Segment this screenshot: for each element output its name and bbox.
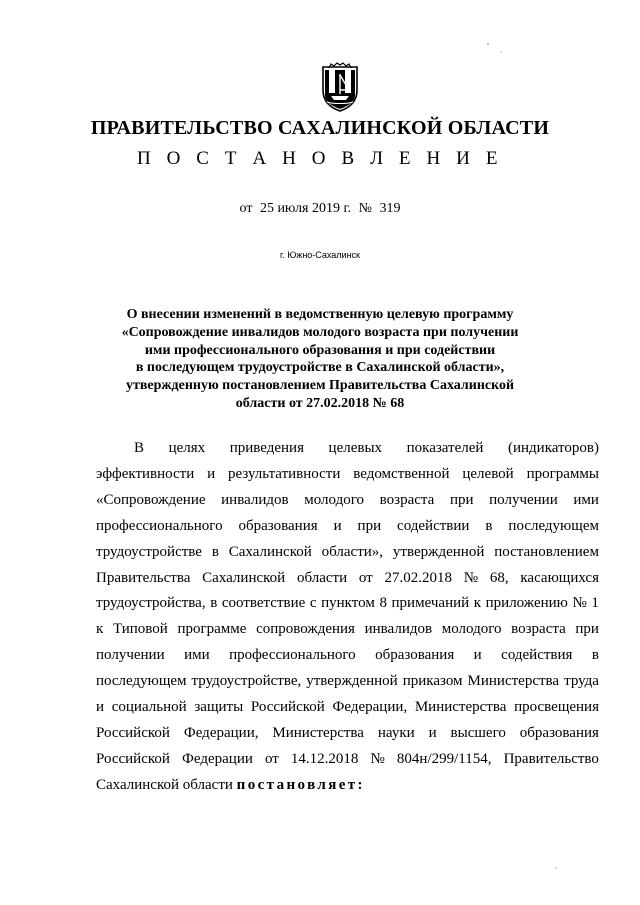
word: защиты	[194, 699, 244, 716]
word: и	[96, 699, 105, 716]
word: (индикаторов)	[508, 440, 599, 456]
word: целях	[168, 440, 206, 456]
preamble-paragraph	[96, 436, 599, 799]
word: Федерации,	[332, 699, 408, 716]
word: примечаний	[391, 595, 470, 612]
word: в	[210, 595, 218, 612]
word: последующем	[96, 673, 187, 690]
word: Федерации,	[183, 724, 259, 741]
word: при	[449, 491, 474, 508]
word: Правительства	[96, 569, 191, 586]
word: в	[485, 517, 493, 534]
word: целевой	[462, 465, 514, 482]
preamble-line	[96, 436, 599, 462]
word: науки	[377, 724, 415, 741]
word: молодого	[441, 621, 502, 638]
word: просвещения	[514, 699, 599, 716]
word: молодого	[304, 491, 365, 508]
title-line: ими профессионального образования и при содействии	[144, 342, 496, 358]
word: Российской	[96, 724, 170, 741]
word: постановлением	[494, 543, 599, 560]
preamble-line	[96, 643, 599, 669]
word: при	[357, 517, 382, 534]
word: содействии	[397, 517, 470, 534]
word: труда	[564, 673, 599, 690]
word: в	[211, 543, 219, 560]
word: трудоустройстве,	[191, 673, 302, 690]
sakhalin-coat-of-arms-icon	[318, 60, 362, 112]
resolves-word: постановляет:	[236, 776, 365, 793]
number-label: №	[358, 201, 372, 216]
preamble-line	[96, 488, 599, 514]
word: приведения	[229, 440, 304, 456]
word: и	[207, 465, 216, 482]
word: высшего	[450, 724, 506, 741]
word: показателей	[406, 440, 484, 456]
word: утвержденной	[392, 543, 485, 560]
word: целевых	[328, 440, 383, 456]
word: к	[473, 595, 482, 612]
preamble-line	[96, 721, 599, 747]
word: ведомственной	[353, 465, 450, 482]
preamble-line	[96, 540, 599, 566]
word: получении	[489, 491, 558, 508]
word: социальной	[111, 699, 187, 716]
word: образования	[238, 517, 318, 534]
word: №	[572, 595, 587, 612]
word: трудоустройстве	[96, 543, 202, 560]
word: содействия	[501, 647, 573, 664]
word: №	[463, 569, 479, 586]
word: трудоустройства,	[96, 595, 206, 612]
word: области	[296, 569, 348, 586]
word: утвержденной	[306, 673, 398, 690]
word: профессионального	[96, 517, 223, 534]
word: возраста	[511, 621, 566, 638]
title-line: области от 27.02.2018 № 68	[235, 395, 405, 411]
word: Федерации	[182, 750, 253, 767]
word: последующем	[508, 517, 599, 534]
word: эффективности	[96, 465, 195, 482]
word: 8	[379, 595, 387, 612]
document-type: П О С Т А Н О В Л Е Н И Е	[136, 148, 504, 169]
preamble-line	[96, 695, 599, 721]
word: 1	[591, 595, 599, 612]
date-and-number	[0, 201, 640, 217]
word: и	[333, 517, 342, 534]
title-line: «Сопровождение инвалидов молодого возраста при получении	[121, 324, 519, 340]
preamble-line	[96, 773, 599, 799]
preamble-lines	[96, 436, 599, 773]
word: Российской	[250, 699, 325, 716]
word: В	[134, 440, 145, 456]
word: 27.02.2018	[384, 569, 452, 586]
word: Сахалинской	[202, 569, 286, 586]
preamble-line	[96, 669, 599, 695]
word: от	[358, 569, 373, 586]
preamble-line	[96, 747, 599, 773]
preamble-line	[96, 617, 599, 643]
title-line: утвержденную постановлением Правительства Сахалинской	[125, 378, 515, 394]
document-number: 319	[379, 201, 401, 216]
word: программы	[526, 465, 599, 482]
preamble-line	[96, 514, 599, 540]
word: сопровождения	[256, 621, 355, 638]
word: Правительство	[503, 750, 599, 767]
closing-text: Сахалинской области	[96, 776, 233, 793]
word: с	[309, 595, 317, 612]
preamble-line	[96, 462, 599, 488]
word: Российской	[96, 750, 170, 767]
word: Сахалинской	[228, 543, 312, 560]
word: «Сопровождение	[96, 491, 206, 508]
word: возраста	[379, 491, 435, 508]
city-name: г. Южно-Сахалинск	[280, 250, 360, 260]
document-date: 25 июля 2019 г.	[259, 201, 352, 216]
word: 68,	[489, 569, 509, 586]
word: №	[370, 750, 385, 767]
word: приложению	[485, 595, 568, 612]
word: пунктом	[321, 595, 375, 612]
word: при	[575, 621, 599, 638]
title-line: О внесении изменений в ведомственную целевую программу	[126, 307, 514, 322]
word: приказом	[402, 673, 463, 690]
word: 804н/299/1154,	[396, 750, 492, 767]
word: ими	[573, 491, 599, 508]
word: получении	[96, 647, 165, 664]
word: результативности	[228, 465, 341, 482]
word: 14.12.2018	[290, 750, 359, 767]
preamble-line	[96, 591, 599, 617]
word: профессионального	[229, 647, 356, 664]
word: программе	[177, 621, 247, 638]
word: и	[473, 647, 482, 664]
title-line: в последующем трудоустройстве в Сахалинской области»,	[135, 360, 505, 376]
word: Министерства	[467, 673, 560, 690]
word: Типовой	[112, 621, 168, 638]
preamble-line	[96, 566, 599, 592]
word: инвалидов	[221, 491, 289, 508]
word: от	[264, 750, 279, 767]
word: образования	[519, 724, 599, 741]
organization-name: ПРАВИТЕЛЬСТВО САХАЛИНСКОЙ ОБЛАСТИ	[90, 117, 550, 139]
document-title	[60, 306, 580, 413]
word: соответствие	[221, 595, 306, 612]
word: Министерства	[414, 699, 507, 716]
word: инвалидов	[364, 621, 433, 638]
date-prefix: от	[239, 201, 253, 216]
word: образования	[375, 647, 455, 664]
word: касающихся	[520, 569, 599, 586]
word: Министерства	[272, 724, 364, 741]
word: и	[428, 724, 437, 741]
word: к	[96, 621, 104, 638]
word: области»,	[321, 543, 384, 560]
word: в	[591, 647, 599, 664]
word: ими	[184, 647, 210, 664]
